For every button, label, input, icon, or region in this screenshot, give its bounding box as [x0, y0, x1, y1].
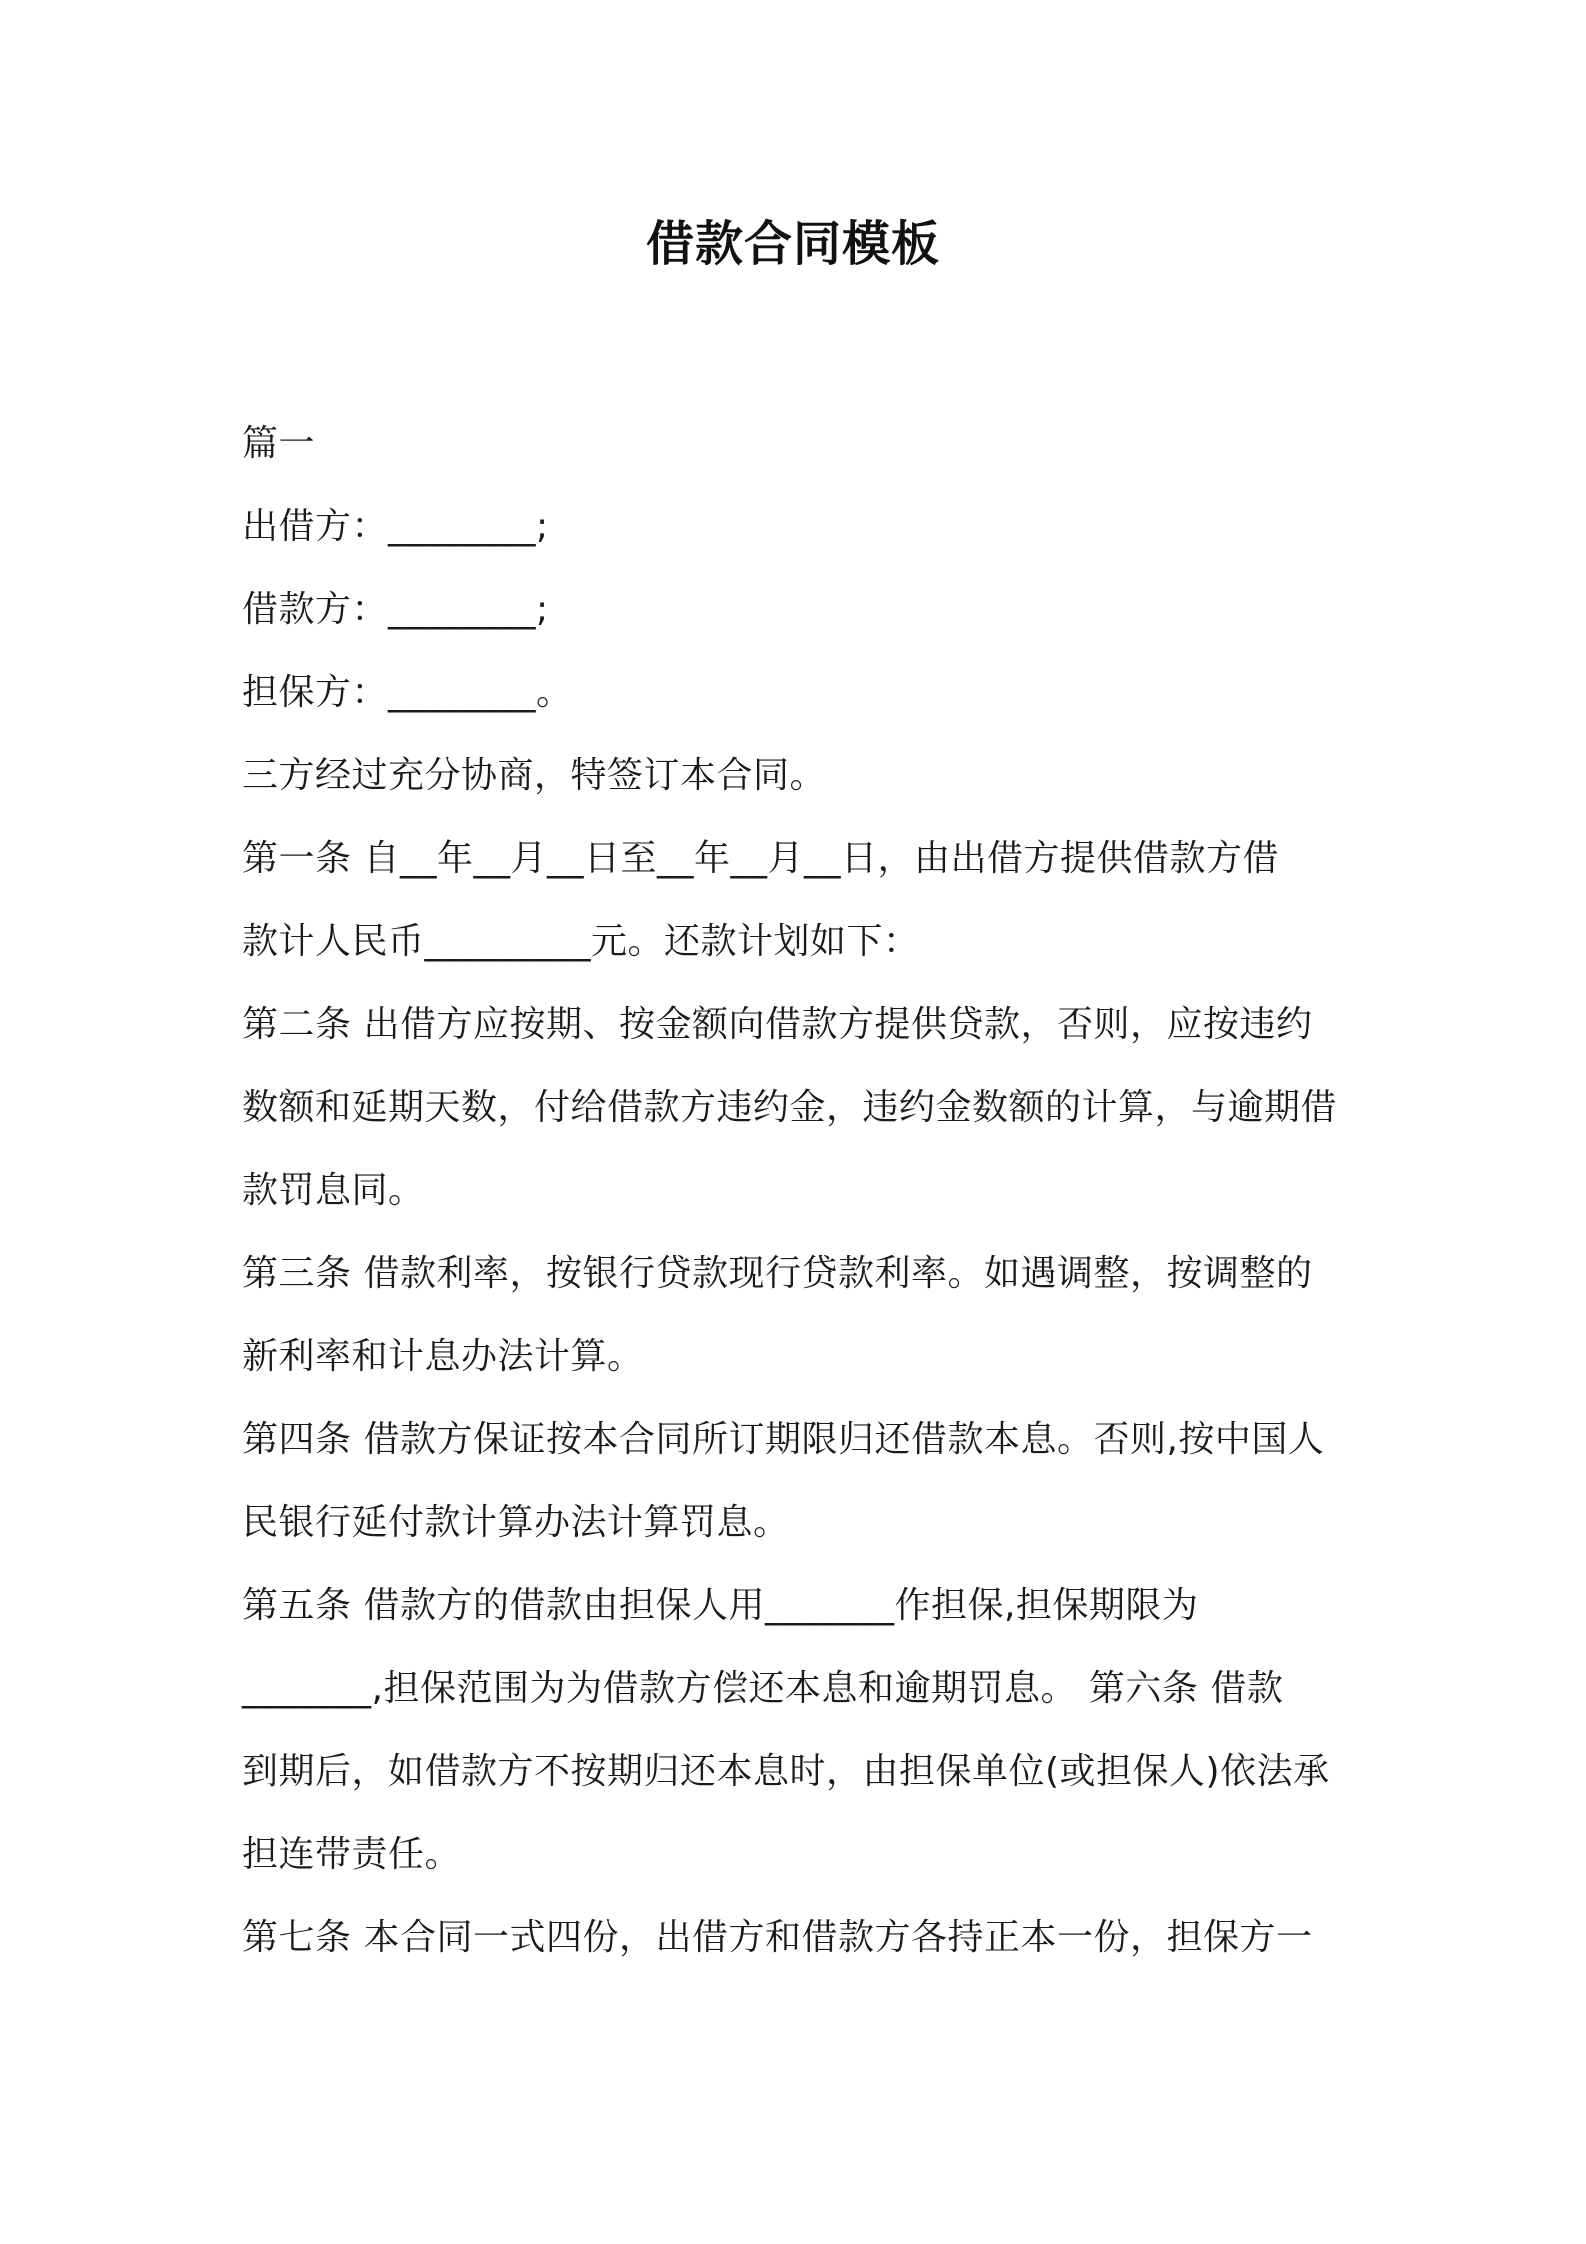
article-7-line-1: 第七条 本合同一式四份，出借方和借款方各持正本一份，担保方一	[242, 1917, 1313, 1958]
preamble-line: 三方经过充分协商，特签订本合同。	[242, 755, 827, 796]
article-3-line-2: 新利率和计息办法计算。	[242, 1336, 644, 1377]
article-3-line-1: 第三条 借款利率，按银行贷款现行贷款利率。如遇调整，按调整的	[242, 1253, 1313, 1294]
document-body	[242, 402, 1362, 1979]
article-4-line-1: 第四条 借款方保证按本合同所订期限归还借款本息。否则,按中国人	[242, 1419, 1325, 1460]
article-1-line-2: 款计人民币_________元。还款计划如下：	[242, 921, 920, 962]
article-2-line-2: 数额和延期天数，付给借款方违约金，违约金数额的计算，与逾期借	[242, 1087, 1338, 1128]
article-2-line-1: 第二条 出借方应按期、按金额向借款方提供贷款，否则，应按违约	[242, 1004, 1313, 1045]
lender-line: 出借方：________;	[242, 506, 549, 547]
article-4-line-2: 民银行延付款计算办法计算罚息。	[242, 1502, 790, 1543]
borrower-line: 借款方：________;	[242, 589, 549, 630]
section-heading: 篇一	[242, 423, 316, 464]
article-6-line-2: 担连带责任。	[242, 1834, 462, 1875]
article-6-line-1: 到期后，如借款方不按期归还本息时，由担保单位(或担保人)依法承	[242, 1751, 1330, 1792]
article-5-line-1: 第五条 借款方的借款由担保人用_______作担保,担保期限为	[242, 1585, 1199, 1626]
document-title: 借款合同模板	[645, 216, 940, 272]
article-5-line-2: _______,担保范围为为借款方偿还本息和逾期罚息。 第六条 借款	[242, 1668, 1284, 1709]
guarantor-line: 担保方：________。	[242, 672, 573, 713]
article-1-line-1: 第一条 自__年__月__日至__年__月__日，由出借方提供借款方借	[242, 838, 1279, 879]
article-2-line-3: 款罚息同。	[242, 1170, 425, 1211]
